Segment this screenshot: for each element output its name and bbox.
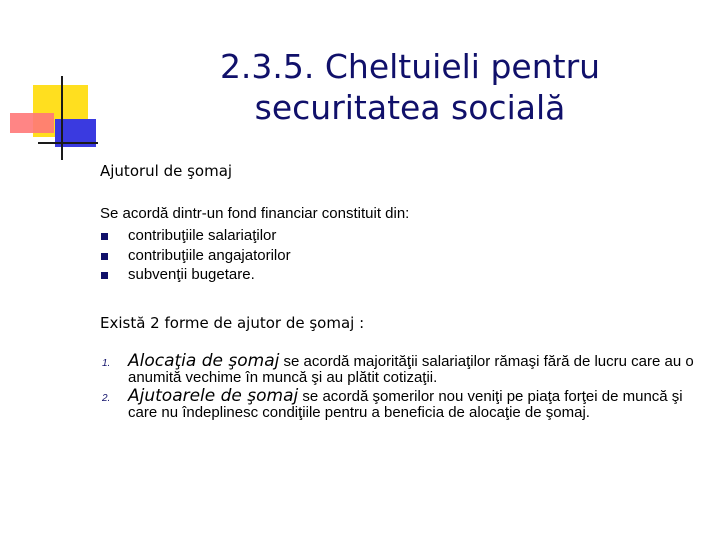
item-description: se acordă majorităţii salariaţilor rămaşi fără de lucru care au o anumită vechime în muncă şi au plătit cotizaţii. bbox=[128, 353, 694, 386]
square-bullet-icon bbox=[101, 253, 108, 260]
list-item bbox=[100, 246, 291, 266]
list-item-text: contribuţiile salariaţilor bbox=[128, 227, 277, 244]
decor-red-rectangle bbox=[10, 113, 54, 133]
forms-text: Există 2 forme de ajutor de şomaj : bbox=[100, 314, 365, 332]
item-number: 2. bbox=[102, 393, 111, 404]
square-bullet-icon bbox=[101, 272, 108, 279]
item-term: Ajutoarele de şomaj bbox=[128, 386, 299, 406]
decor-vertical-line bbox=[61, 76, 63, 160]
benefit-forms-list bbox=[100, 351, 700, 424]
slide-title bbox=[150, 46, 670, 128]
square-bullet-icon bbox=[101, 233, 108, 240]
title-line-1: 2.3.5. Cheltuieli pentru bbox=[219, 47, 601, 86]
list-item bbox=[100, 265, 291, 285]
title-line-2: securitatea socială bbox=[254, 88, 566, 127]
intro-text: Se acordă dintr-un fond financiar constituit din: bbox=[100, 205, 410, 222]
numbered-item bbox=[100, 386, 700, 421]
decor-horizontal-line bbox=[38, 142, 98, 144]
list-item-text: contribuţiile angajatorilor bbox=[128, 246, 291, 264]
item-description: se acordă şomerilor nou veniţi pe piaţa forţei de muncă şi care nu îndeplinesc condiţiile pentru a beneficia de alocaţie de şomaj. bbox=[128, 388, 683, 421]
item-number: 1. bbox=[102, 358, 111, 369]
item-term: Alocaţia de şomaj bbox=[128, 351, 280, 371]
numbered-item bbox=[100, 351, 700, 386]
funding-sources-list bbox=[100, 226, 291, 285]
section-heading: Ajutorul de şomaj bbox=[100, 162, 233, 180]
list-item bbox=[100, 226, 291, 246]
list-item-text: subvenţii bugetare. bbox=[128, 266, 255, 283]
